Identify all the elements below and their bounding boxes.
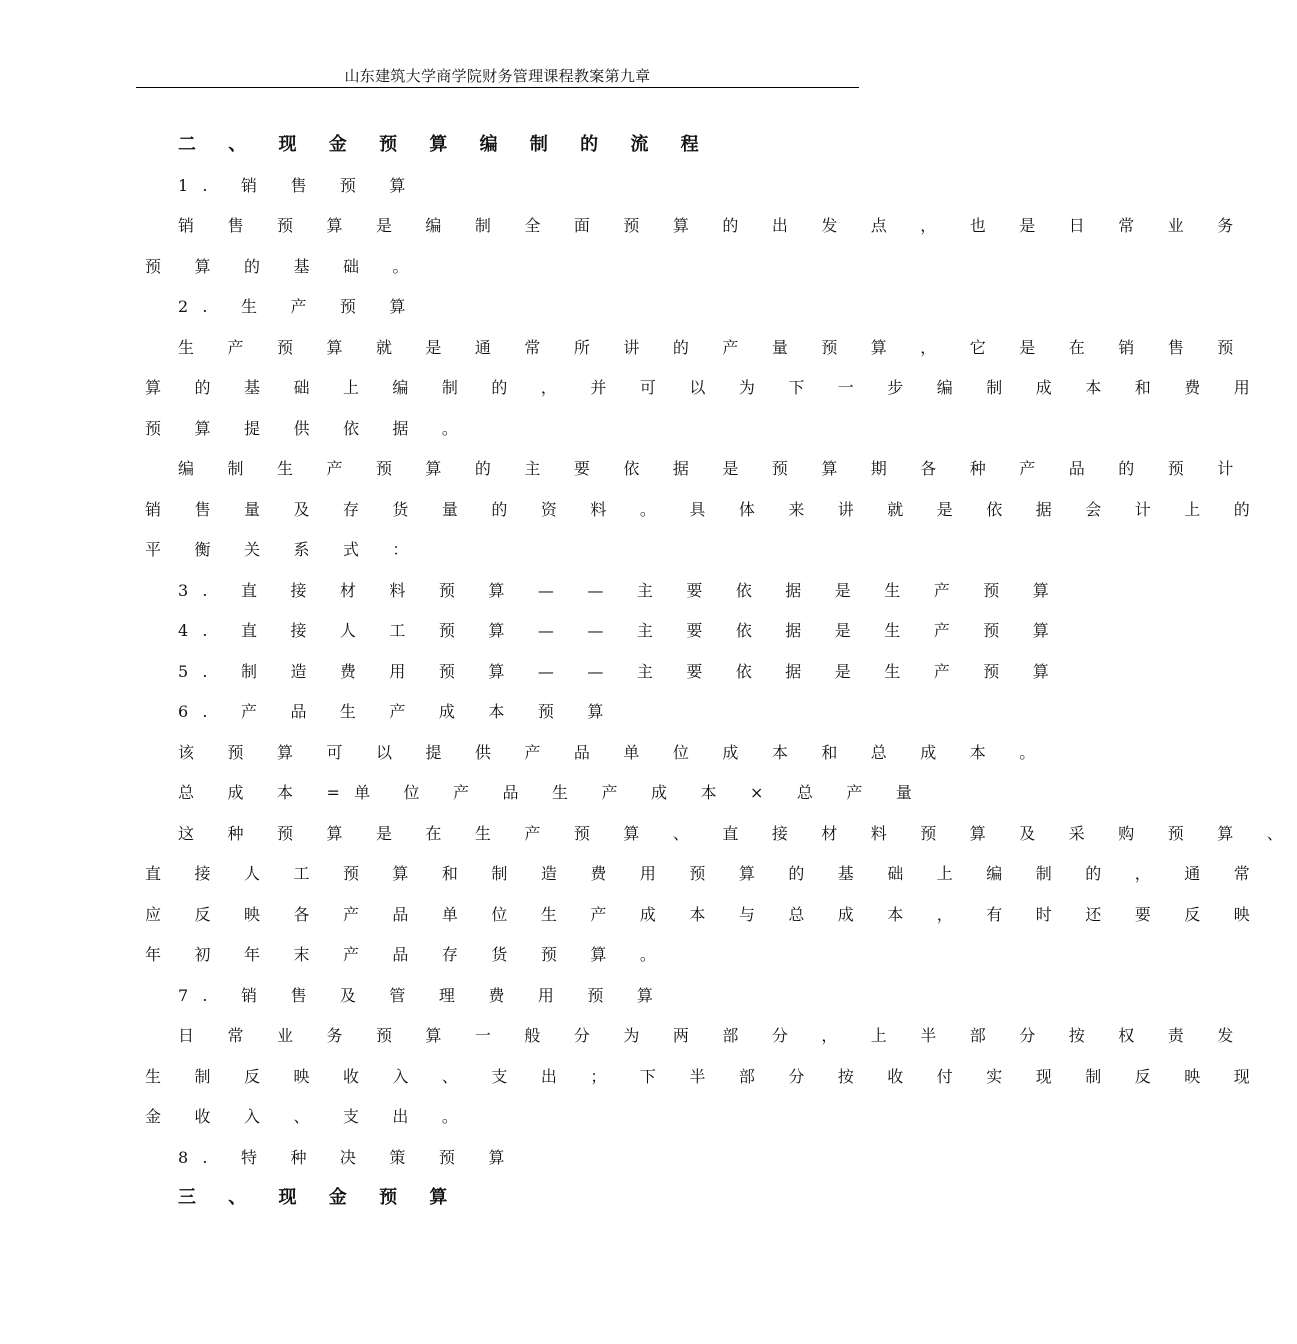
section-heading: 二 、 现 金 预 算 编 制 的 流 程 <box>178 134 712 155</box>
subheading: 1. 销 售 预 算 <box>178 176 420 195</box>
paragraph-line: 生 制 反 映 收 入 、 支 出 ； 下 半 部 分 按 收 付 实 现 制 反 映 现 <box>145 1067 1264 1086</box>
paragraph-line: 日 常 业 务 预 算 一 般 分 为 两 部 分 ， 上 半 部 分 按 权 责 发 <box>178 1026 1248 1045</box>
subheading: 5. 制 造 费 用 预 算 — — 主 要 依 据 是 生 产 预 算 <box>178 662 1063 681</box>
paragraph-line: 应 反 映 各 产 品 单 位 生 产 成 本 与 总 成 本 ， 有 时 还 要 反 映 <box>145 905 1264 924</box>
paragraph-line: 这 种 预 算 是 在 生 产 预 算 、 直 接 材 料 预 算 及 采 购 预 算 、 <box>178 824 1297 843</box>
paragraph-line: 直 接 人 工 预 算 和 制 造 费 用 预 算 的 基 础 上 编 制 的 ， 通 常 <box>145 864 1264 883</box>
formula-line: 总 成 本 =单 位 产 品 生 产 成 本 × 总 产 量 <box>178 783 927 802</box>
paragraph-line: 销 售 预 算 是 编 制 全 面 预 算 的 出 发 点 ， 也 是 日 常 业 务 <box>178 216 1248 235</box>
paragraph-line: 该 预 算 可 以 提 供 产 品 单 位 成 本 和 总 成 本 。 <box>178 743 1050 762</box>
section-heading: 三 、 现 金 预 算 <box>178 1187 461 1208</box>
subheading: 7. 销 售 及 管 理 费 用 预 算 <box>178 986 668 1005</box>
header-rule <box>136 87 859 88</box>
subheading: 2. 生 产 预 算 <box>178 297 420 316</box>
subheading: 4. 直 接 人 工 预 算 — — 主 要 依 据 是 生 产 预 算 <box>178 621 1063 640</box>
page-header: 山东建筑大学商学院财务管理课程教案第九章 <box>344 67 651 85</box>
subheading: 6. 产 品 生 产 成 本 预 算 <box>178 702 618 721</box>
paragraph-line: 金 收 入 、 支 出 。 <box>145 1107 473 1126</box>
paragraph-line: 编 制 生 产 预 算 的 主 要 依 据 是 预 算 期 各 种 产 品 的 预 计 <box>178 459 1248 478</box>
paragraph-line: 生 产 预 算 就 是 通 常 所 讲 的 产 量 预 算 ， 它 是 在 销 售 预 <box>178 338 1248 357</box>
paragraph-line: 预 算 提 供 依 据 。 <box>145 419 473 438</box>
paragraph-line: 销 售 量 及 存 货 量 的 资 料 。 具 体 来 讲 就 是 依 据 会 计 上 的 <box>145 500 1264 519</box>
paragraph-line: 年 初 年 末 产 品 存 货 预 算 。 <box>145 945 671 964</box>
paragraph-line: 算 的 基 础 上 编 制 的 ， 并 可 以 为 下 一 步 编 制 成 本 和 费 用 <box>145 378 1264 397</box>
paragraph-line: 预 算 的 基 础 。 <box>145 257 423 276</box>
paragraph-line: 平 衡 关 系 式 ： <box>145 540 423 559</box>
subheading: 3. 直 接 材 料 预 算 — — 主 要 依 据 是 生 产 预 算 <box>178 581 1063 600</box>
subheading: 8. 特 种 决 策 预 算 <box>178 1148 519 1167</box>
